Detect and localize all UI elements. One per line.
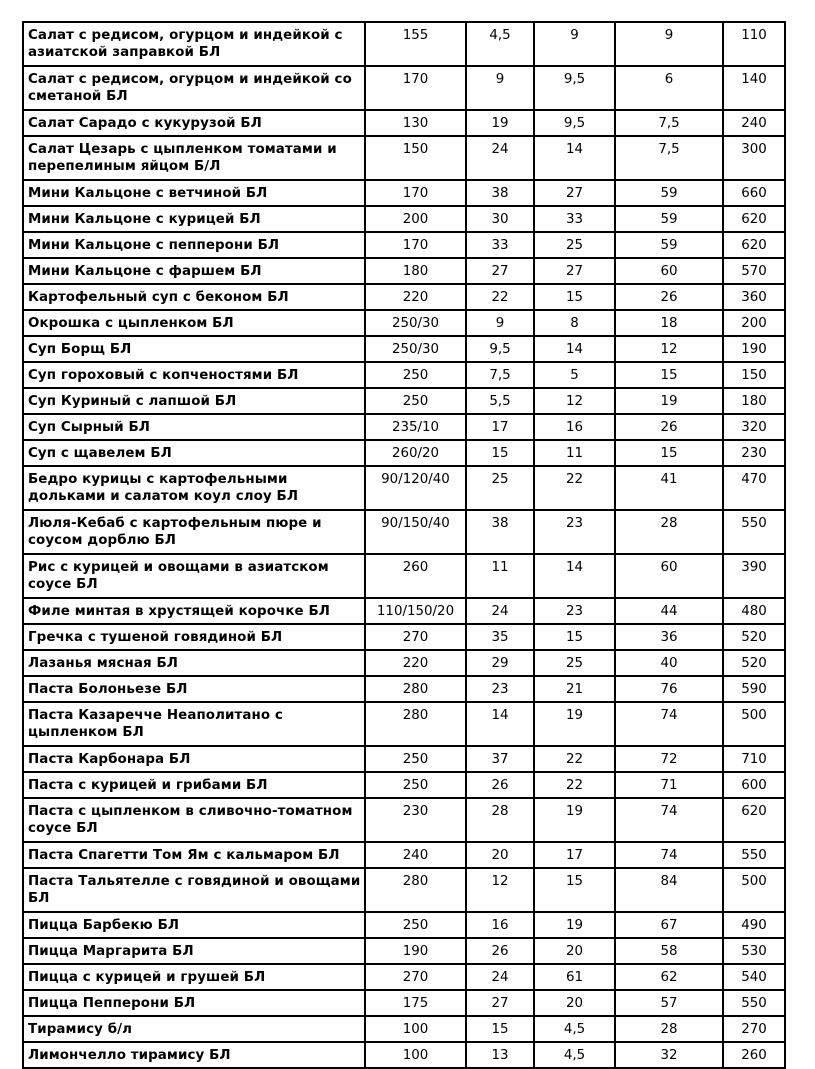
table-row [23,798,785,842]
weight-cell: 100 [365,1042,466,1068]
weight-cell: 190 [365,938,466,964]
weight-cell: 250 [365,362,466,388]
protein-cell: 17 [466,414,534,440]
protein-cell: 5,5 [466,388,534,414]
carbs-cell: 71 [615,772,723,798]
fat-cell: 23 [534,510,615,554]
weight-cell: 280 [365,868,466,912]
dish-name-cell: Лазанья мясная БЛ [23,650,365,676]
carbs-cell: 60 [615,554,723,598]
fat-cell: 27 [534,180,615,206]
carbs-cell: 74 [615,702,723,746]
table-row [23,650,785,676]
kcal-cell: 590 [723,676,785,702]
carbs-cell: 18 [615,310,723,336]
table-row [23,676,785,702]
protein-cell: 30 [466,206,534,232]
carbs-cell: 6 [615,66,723,110]
weight-cell: 170 [365,232,466,258]
dish-name-cell: Салат Цезарь с цыпленком томатами и перепелиным яйцом Б/Л [23,136,365,180]
fat-cell: 12 [534,388,615,414]
table-row [23,206,785,232]
dish-name-cell: Салат с редисом, огурцом и индейкой с азиатской заправкой БЛ [23,22,365,66]
table-row [23,624,785,650]
weight-cell: 250 [365,912,466,938]
fat-cell: 9,5 [534,110,615,136]
kcal-cell: 660 [723,180,785,206]
fat-cell: 14 [534,136,615,180]
dish-name-cell: Паста с цыпленком в сливочно-томатном соусе БЛ [23,798,365,842]
table-row [23,180,785,206]
kcal-cell: 520 [723,650,785,676]
weight-cell: 235/10 [365,414,466,440]
carbs-cell: 44 [615,598,723,624]
fat-cell: 20 [534,938,615,964]
protein-cell: 28 [466,798,534,842]
weight-cell: 90/120/40 [365,466,466,510]
kcal-cell: 500 [723,868,785,912]
kcal-cell: 270 [723,1016,785,1042]
weight-cell: 280 [365,702,466,746]
protein-cell: 15 [466,440,534,466]
weight-cell: 155 [365,22,466,66]
fat-cell: 8 [534,310,615,336]
carbs-cell: 62 [615,964,723,990]
fat-cell: 22 [534,746,615,772]
kcal-cell: 470 [723,466,785,510]
protein-cell: 29 [466,650,534,676]
protein-cell: 9,5 [466,336,534,362]
dish-name-cell: Филе минтая в хрустящей корочке БЛ [23,598,365,624]
kcal-cell: 520 [723,624,785,650]
carbs-cell: 15 [615,362,723,388]
weight-cell: 175 [365,990,466,1016]
carbs-cell: 76 [615,676,723,702]
fat-cell: 19 [534,912,615,938]
protein-cell: 35 [466,624,534,650]
kcal-cell: 200 [723,310,785,336]
table-row [23,1016,785,1042]
weight-cell: 240 [365,842,466,868]
dish-name-cell: Пицца Пепперони БЛ [23,990,365,1016]
table-row [23,938,785,964]
dish-name-cell: Паста Тальятелле с говядиной и овощами БЛ [23,868,365,912]
table-row [23,912,785,938]
protein-cell: 11 [466,554,534,598]
fat-cell: 9 [534,22,615,66]
weight-cell: 110/150/20 [365,598,466,624]
fat-cell: 4,5 [534,1016,615,1042]
kcal-cell: 710 [723,746,785,772]
carbs-cell: 84 [615,868,723,912]
dish-name-cell: Суп Борщ БЛ [23,336,365,362]
protein-cell: 37 [466,746,534,772]
carbs-cell: 72 [615,746,723,772]
carbs-cell: 67 [615,912,723,938]
weight-cell: 270 [365,624,466,650]
carbs-cell: 59 [615,180,723,206]
table-row [23,554,785,598]
dish-name-cell: Мини Кальцоне с пепперони БЛ [23,232,365,258]
fat-cell: 22 [534,772,615,798]
dish-name-cell: Салат с редисом, огурцом и индейкой со сметаной БЛ [23,66,365,110]
weight-cell: 220 [365,650,466,676]
carbs-cell: 60 [615,258,723,284]
protein-cell: 38 [466,510,534,554]
dish-name-cell: Суп с щавелем БЛ [23,440,365,466]
table-row [23,510,785,554]
table-row [23,772,785,798]
table-row [23,466,785,510]
kcal-cell: 390 [723,554,785,598]
weight-cell: 250 [365,772,466,798]
carbs-cell: 32 [615,1042,723,1068]
kcal-cell: 620 [723,206,785,232]
carbs-cell: 40 [615,650,723,676]
dish-name-cell: Паста Карбонара БЛ [23,746,365,772]
carbs-cell: 15 [615,440,723,466]
protein-cell: 22 [466,284,534,310]
fat-cell: 11 [534,440,615,466]
fat-cell: 14 [534,554,615,598]
carbs-cell: 74 [615,798,723,842]
protein-cell: 33 [466,232,534,258]
fat-cell: 27 [534,258,615,284]
fat-cell: 5 [534,362,615,388]
weight-cell: 130 [365,110,466,136]
dish-name-cell: Суп Сырный БЛ [23,414,365,440]
dish-name-cell: Суп Куриный с лапшой БЛ [23,388,365,414]
kcal-cell: 540 [723,964,785,990]
fat-cell: 22 [534,466,615,510]
kcal-cell: 550 [723,510,785,554]
fat-cell: 23 [534,598,615,624]
protein-cell: 9 [466,310,534,336]
fat-cell: 19 [534,798,615,842]
kcal-cell: 230 [723,440,785,466]
protein-cell: 38 [466,180,534,206]
dish-name-cell: Суп гороховый с копченостями БЛ [23,362,365,388]
kcal-cell: 550 [723,990,785,1016]
dish-name-cell: Пицца с курицей и грушей БЛ [23,964,365,990]
protein-cell: 26 [466,772,534,798]
kcal-cell: 490 [723,912,785,938]
weight-cell: 250/30 [365,336,466,362]
protein-cell: 15 [466,1016,534,1042]
kcal-cell: 260 [723,1042,785,1068]
dish-name-cell: Пицца Барбекю БЛ [23,912,365,938]
fat-cell: 20 [534,990,615,1016]
protein-cell: 14 [466,702,534,746]
weight-cell: 260 [365,554,466,598]
table-row [23,336,785,362]
weight-cell: 200 [365,206,466,232]
weight-cell: 150 [365,136,466,180]
fat-cell: 16 [534,414,615,440]
table-row [23,136,785,180]
table-row [23,964,785,990]
protein-cell: 19 [466,110,534,136]
table-row [23,598,785,624]
table-row [23,284,785,310]
kcal-cell: 300 [723,136,785,180]
fat-cell: 25 [534,232,615,258]
protein-cell: 9 [466,66,534,110]
table-row [23,310,785,336]
fat-cell: 61 [534,964,615,990]
protein-cell: 25 [466,466,534,510]
fat-cell: 33 [534,206,615,232]
kcal-cell: 620 [723,232,785,258]
weight-cell: 100 [365,1016,466,1042]
kcal-cell: 320 [723,414,785,440]
weight-cell: 250 [365,746,466,772]
carbs-cell: 7,5 [615,110,723,136]
dish-name-cell: Паста Болоньезе БЛ [23,676,365,702]
dish-name-cell: Мини Кальцоне с ветчиной БЛ [23,180,365,206]
nutrition-table [22,21,786,1069]
table-row [23,232,785,258]
carbs-cell: 59 [615,206,723,232]
kcal-cell: 190 [723,336,785,362]
fat-cell: 4,5 [534,1042,615,1068]
carbs-cell: 26 [615,414,723,440]
protein-cell: 4,5 [466,22,534,66]
kcal-cell: 180 [723,388,785,414]
protein-cell: 12 [466,868,534,912]
carbs-cell: 59 [615,232,723,258]
dish-name-cell: Люля-Кебаб с картофельным пюре и соусом дорблю БЛ [23,510,365,554]
dish-name-cell: Паста с курицей и грибами БЛ [23,772,365,798]
table-row [23,746,785,772]
carbs-cell: 36 [615,624,723,650]
fat-cell: 25 [534,650,615,676]
table-row [23,1042,785,1068]
kcal-cell: 480 [723,598,785,624]
protein-cell: 13 [466,1042,534,1068]
weight-cell: 90/150/40 [365,510,466,554]
table-row [23,702,785,746]
dish-name-cell: Окрошка с цыпленком БЛ [23,310,365,336]
carbs-cell: 12 [615,336,723,362]
kcal-cell: 140 [723,66,785,110]
dish-name-cell: Паста Казаречче Неаполитано с цыпленком БЛ [23,702,365,746]
fat-cell: 15 [534,868,615,912]
dish-name-cell: Лимончелло тирамису БЛ [23,1042,365,1068]
table-row [23,990,785,1016]
kcal-cell: 240 [723,110,785,136]
fat-cell: 15 [534,284,615,310]
dish-name-cell: Пицца Маргарита БЛ [23,938,365,964]
weight-cell: 220 [365,284,466,310]
carbs-cell: 28 [615,1016,723,1042]
table-row [23,388,785,414]
carbs-cell: 26 [615,284,723,310]
carbs-cell: 58 [615,938,723,964]
table-row [23,440,785,466]
kcal-cell: 530 [723,938,785,964]
kcal-cell: 150 [723,362,785,388]
weight-cell: 230 [365,798,466,842]
kcal-cell: 500 [723,702,785,746]
table-row [23,868,785,912]
weight-cell: 280 [365,676,466,702]
protein-cell: 16 [466,912,534,938]
protein-cell: 24 [466,136,534,180]
kcal-cell: 110 [723,22,785,66]
carbs-cell: 19 [615,388,723,414]
carbs-cell: 57 [615,990,723,1016]
dish-name-cell: Бедро курицы с картофельными дольками и салатом коул слоу БЛ [23,466,365,510]
carbs-cell: 9 [615,22,723,66]
protein-cell: 23 [466,676,534,702]
fat-cell: 19 [534,702,615,746]
kcal-cell: 360 [723,284,785,310]
protein-cell: 27 [466,990,534,1016]
dish-name-cell: Рис с курицей и овощами в азиатском соусе БЛ [23,554,365,598]
fat-cell: 21 [534,676,615,702]
weight-cell: 260/20 [365,440,466,466]
table-row [23,110,785,136]
weight-cell: 170 [365,180,466,206]
dish-name-cell: Паста Спагетти Том Ям с кальмаром БЛ [23,842,365,868]
protein-cell: 27 [466,258,534,284]
weight-cell: 170 [365,66,466,110]
fat-cell: 15 [534,624,615,650]
dish-name-cell: Мини Кальцоне с фаршем БЛ [23,258,365,284]
fat-cell: 14 [534,336,615,362]
carbs-cell: 7,5 [615,136,723,180]
carbs-cell: 41 [615,466,723,510]
fat-cell: 17 [534,842,615,868]
dish-name-cell: Картофельный суп с беконом БЛ [23,284,365,310]
table-body [23,22,785,1068]
kcal-cell: 550 [723,842,785,868]
protein-cell: 7,5 [466,362,534,388]
dish-name-cell: Гречка с тушеной говядиной БЛ [23,624,365,650]
kcal-cell: 600 [723,772,785,798]
weight-cell: 250/30 [365,310,466,336]
table-row [23,22,785,66]
weight-cell: 250 [365,388,466,414]
fat-cell: 9,5 [534,66,615,110]
carbs-cell: 28 [615,510,723,554]
protein-cell: 26 [466,938,534,964]
protein-cell: 24 [466,964,534,990]
dish-name-cell: Мини Кальцоне с курицей БЛ [23,206,365,232]
table-row [23,842,785,868]
protein-cell: 20 [466,842,534,868]
table-row [23,414,785,440]
table-row [23,258,785,284]
carbs-cell: 74 [615,842,723,868]
table-row [23,362,785,388]
table-row [23,66,785,110]
kcal-cell: 620 [723,798,785,842]
dish-name-cell: Салат Сарадо с кукурузой БЛ [23,110,365,136]
protein-cell: 24 [466,598,534,624]
weight-cell: 270 [365,964,466,990]
dish-name-cell: Тирамису б/л [23,1016,365,1042]
weight-cell: 180 [365,258,466,284]
kcal-cell: 570 [723,258,785,284]
